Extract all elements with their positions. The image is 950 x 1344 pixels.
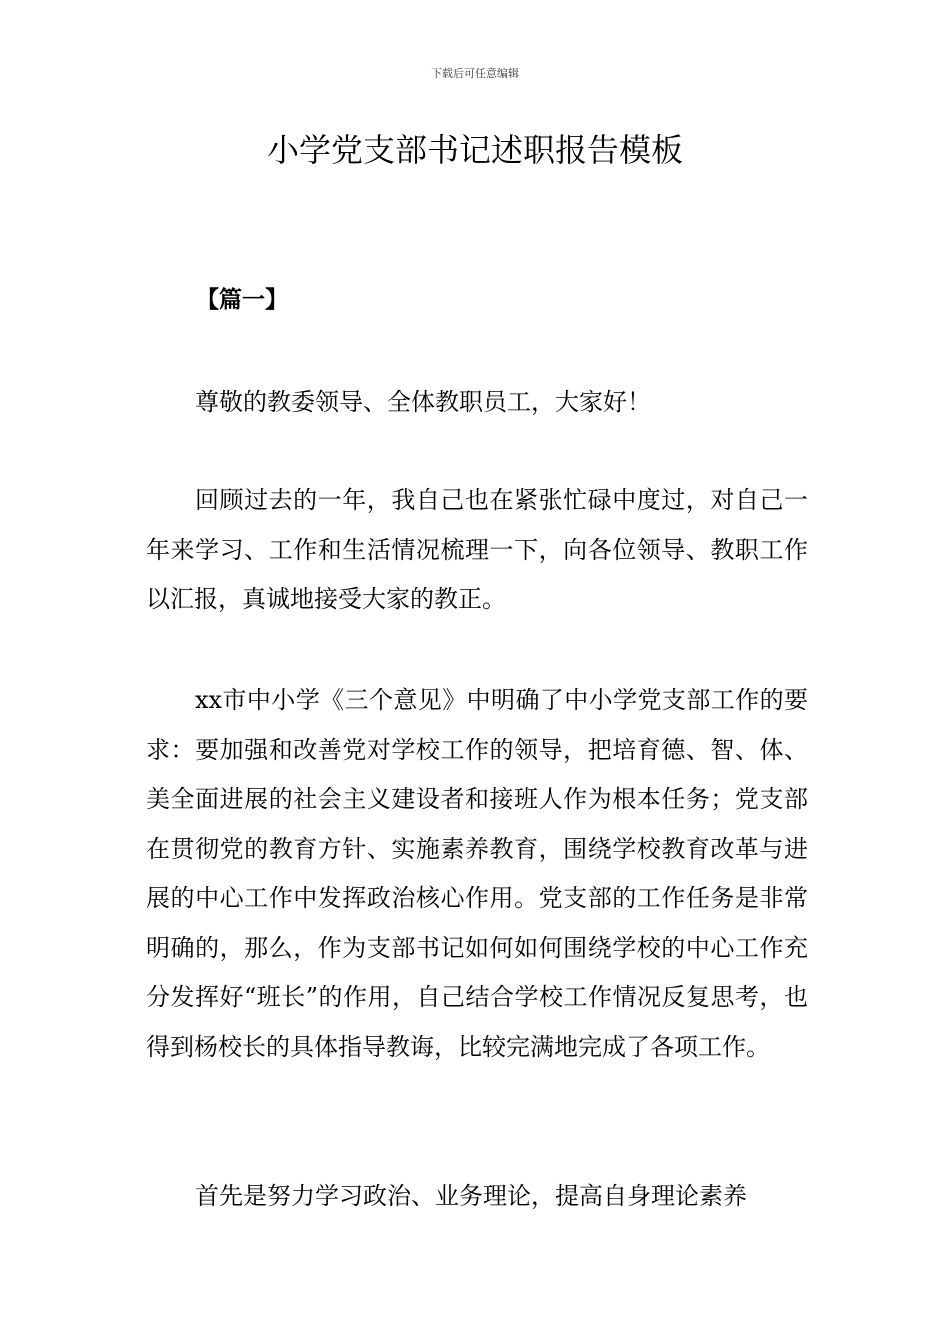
document-title: 小学党支部书记述职报告模板 xyxy=(266,131,683,169)
body-paragraph: 首先是努力学习政治、业务理论，提高自身理论素养 xyxy=(195,1182,747,1210)
header-note: 下载后可任意编辑 xyxy=(431,67,519,80)
greeting-paragraph: 尊敬的教委领导、全体教职员工，大家好！ xyxy=(195,388,651,416)
body-paragraph: 回顾过去的一年，我自己也在紧张忙碌中度过，对自己一年来学习、工作和生活情况梳理一下，向各位领导、教职工作以汇报，真诚地接受大家的教正。 xyxy=(146,486,808,613)
section-label: 【篇一】 xyxy=(196,287,288,313)
body-paragraph: xx市中小学《三个意见》中明确了中小学党支部工作的要求：要加强和改善党对学校工作的领导，把培育德、智、体、美全面进展的社会主义建设者和接班人作为根本任务；党支部在贯彻党的教育方针、实施素养教育，围绕学校教育改革与进展的中心工作中发挥政治核心作用。党支部的工作任务是非常明确的，那么，作为支部书记如何如何围绕学校的中心工作充分发挥好“班长”的作用，自己结合学校工作情况反复思考，也得到杨校长的具体指导教诲，比较完满地完成了各项工作。 xyxy=(146,686,808,1061)
